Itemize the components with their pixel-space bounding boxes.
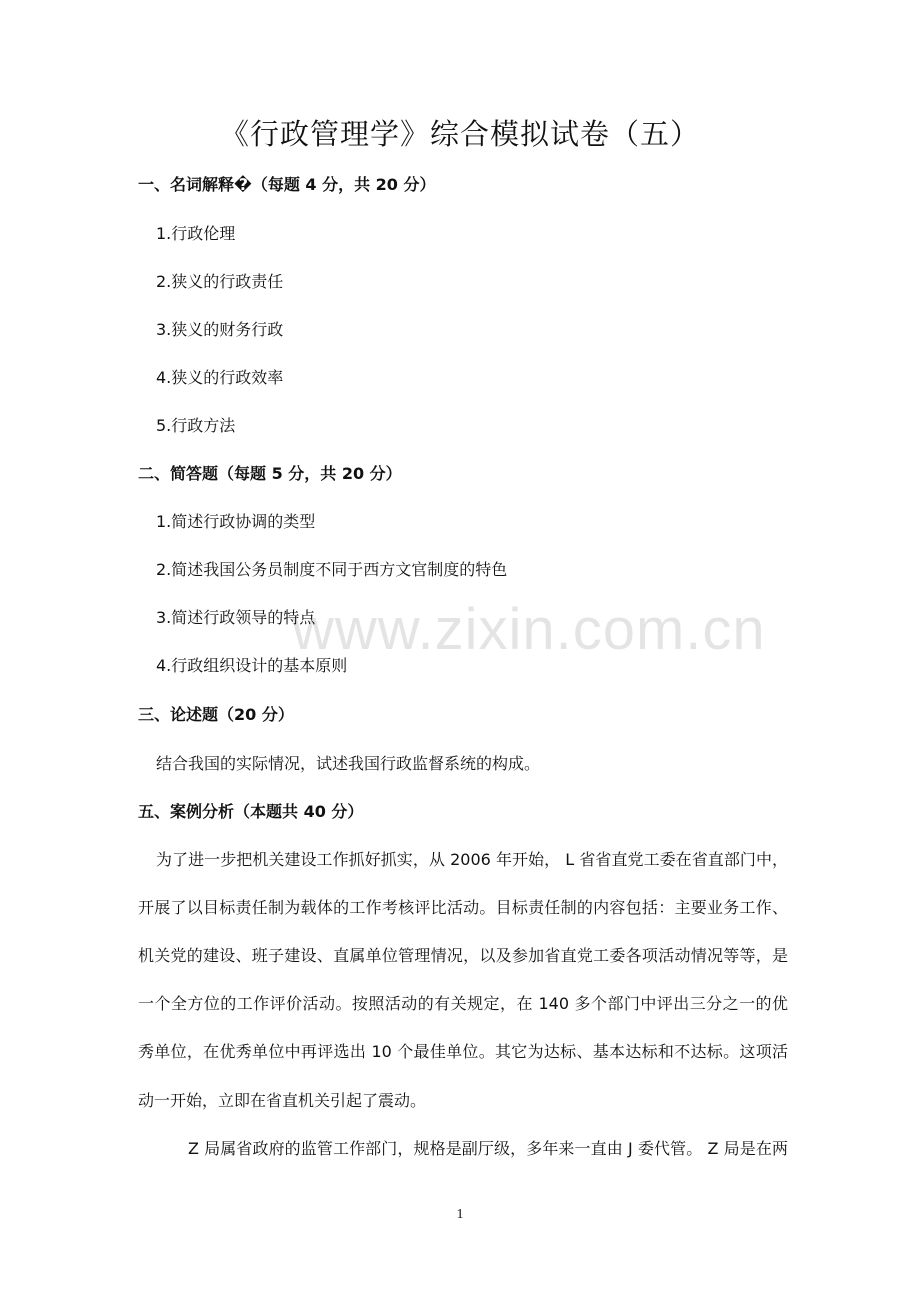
paragraph-line: Z 局属省政府的监管工作部门，规格是副厅级，多年来一直由 J 委代管。 Z 局是在两 bbox=[188, 1139, 788, 1158]
paragraph-line: 一个全方位的工作评价活动。按照活动的有关规定，在 140 多个部门中评出三分之一的优 bbox=[138, 994, 788, 1013]
page-title: 《行政管理学》综合模拟试卷（五） bbox=[219, 117, 700, 151]
section-heading-essay: 三、论述题（20 分） bbox=[138, 705, 294, 724]
paragraph-line: 为了进一步把机关建设工作抓好抓实，从 2006 年开始， L 省省直党工委在省直部门中， bbox=[156, 850, 788, 869]
list-item: 1.行政伦理 bbox=[156, 224, 236, 243]
page-number: 1 bbox=[456, 1207, 464, 1222]
paragraph-line: 机关党的建设、班子建设、直属单位管理情况，以及参加省直党工委各项活动情况等等，是 bbox=[138, 946, 788, 965]
list-item: 5.行政方法 bbox=[156, 416, 236, 435]
list-item: 4.行政组织设计的基本原则 bbox=[156, 656, 348, 675]
watermark: www.zixin.com.cn bbox=[292, 597, 766, 662]
paragraph-line: 秀单位，在优秀单位中再评选出 10 个最佳单位。其它为达标、基本达标和不达标。这项活 bbox=[138, 1042, 788, 1061]
list-item: 结合我国的实际情况，试述我国行政监督系统的构成。 bbox=[156, 754, 541, 773]
list-item: 3.狭义的财务行政 bbox=[156, 320, 284, 339]
section-heading-terms: 一、名词解释�（每题 4 分，共 20 分） bbox=[138, 175, 436, 194]
paragraph-line: 动一开始，立即在省直机关引起了震动。 bbox=[138, 1091, 427, 1110]
list-item: 2.狭义的行政责任 bbox=[156, 272, 284, 291]
section-heading-case-analysis: 五、案例分析（本题共 40 分） bbox=[138, 802, 364, 821]
paragraph-line: 开展了以目标责任制为载体的工作考核评比活动。目标责任制的内容包括：主要业务工作、 bbox=[138, 898, 788, 917]
list-item: 3.简述行政领导的特点 bbox=[156, 608, 316, 627]
section-heading-short-answer: 二、简答题（每题 5 分，共 20 分） bbox=[138, 464, 402, 483]
list-item: 2.简述我国公务员制度不同于西方文官制度的特色 bbox=[156, 560, 508, 579]
list-item: 1.简述行政协调的类型 bbox=[156, 512, 316, 531]
list-item: 4.狭义的行政效率 bbox=[156, 368, 284, 387]
